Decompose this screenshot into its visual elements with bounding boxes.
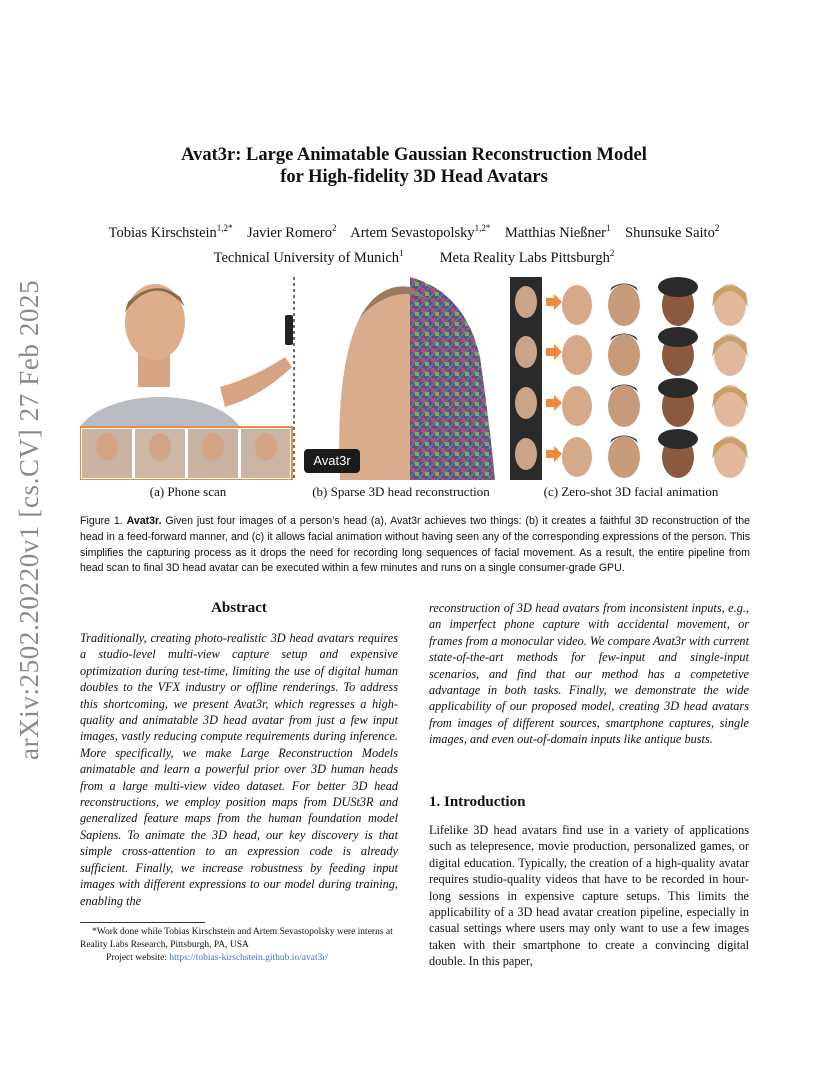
project-website-line bbox=[80, 952, 400, 965]
affiliation: Meta Reality Labs Pittsburgh$^2$ bbox=[439, 247, 615, 266]
footnote bbox=[80, 926, 400, 965]
author-block bbox=[0, 218, 828, 268]
figure-panel-animation-grid bbox=[510, 277, 752, 480]
abstract-heading: Abstract bbox=[211, 600, 267, 616]
subcaption-a: (a) Phone scan bbox=[149, 484, 227, 499]
introduction-heading: 1. Introduction bbox=[429, 794, 526, 810]
paper-title bbox=[0, 144, 828, 188]
author-list bbox=[0, 218, 828, 243]
footnote-text: *Work done while Tobias Kirschstein and Artem Sevastopolsky were interns at Reality Labs Research, Pittsburgh, PA, USA bbox=[80, 927, 393, 950]
author: Shunsuke Saito$^2$ bbox=[625, 223, 720, 241]
affiliation-list bbox=[0, 243, 828, 268]
author: Javier Romero$^2$ bbox=[247, 223, 337, 241]
abstract-body: Traditionally, creating photo-realistic 3D head avatars requires a studio-level multi-view capture setup and expensive optimization during test-time, limiting the use of digital human doubles to the VFX industry or offline renderings. To address this shortcoming, we present Avat3r, which regresses a high-quality and animatable 3D head avatar from just a few input images, vastly reducing compute requirements during inference. More specifically, we make Large Reconstruction Models animatable and learn a powerful prior over 3D human heads from a large multi-view video dataset. For better 3D head reconstructions, we employ position maps from DUSt3R and generalized feature maps from the human foundation model Sapiens. To animate the 3D head, our key discovery is that simple cross-attention to an expression code is already sufficient. Finally, we increase robustness by feeding input images with different expressions to our model during training, enabling the bbox=[80, 631, 398, 908]
author: Tobias Kirschstein$^{1,2*}$ bbox=[108, 223, 233, 241]
title-line-2: for High-fidelity 3D Head Avatars bbox=[280, 167, 548, 187]
project-website-label: Project website: bbox=[106, 953, 167, 963]
phone-scan-illustration bbox=[80, 277, 296, 480]
arxiv-identifier: arXiv:2502.20220v1 [cs.CV] 27 Feb 2025 bbox=[14, 279, 44, 760]
caption-bold: Avat3r. bbox=[126, 515, 162, 527]
subcaption-c: (c) Zero-shot 3D facial animation bbox=[543, 484, 719, 499]
figure-panel-reconstruction bbox=[300, 277, 500, 480]
caption-text: Given just four images of a person’s head (a), Avat3r achieves two things: (b) it creates a faithful 3D reconstruction of the head in a feed-forward manner, and (c) it allows facial animation without having seen any of the corresponding expressions of the person. This simplifies the capturing process as it drops the need for recording long sequences of facial movement. As a result, the entire pipeline from head scan to final 3D head avatar can be executed within a few minutes and runs on a single consumer-grade GPU. bbox=[80, 515, 750, 575]
author: Artem Sevastopolsky$^{1,2*}$ bbox=[350, 223, 491, 241]
affiliation: Technical University of Munich$^1$ bbox=[213, 247, 404, 266]
project-website-link[interactable]: https://tobias-kirschstein.github.io/avat3r/ bbox=[169, 953, 329, 963]
figure-caption bbox=[80, 514, 750, 577]
figure-panel-phone-scan bbox=[80, 277, 296, 480]
introduction-body: Lifelike 3D head avatars find use in a variety of applications such as telepresence, movie production, personalized games, or digital education. Typically, the creation of a high-quality avatar requires studio-quality videos that have to be recorded in hour-long sessions in expensive capture setups. This limits the applicability of a 3D head avatar creation pipeline, especially in casual settings where users may only want to use a few images taken with their smartphone to create a convincing digital double. In this paper, bbox=[429, 823, 749, 969]
avat3r-badge: Avat3r bbox=[313, 453, 351, 468]
caption-label: Figure 1. bbox=[80, 515, 123, 527]
subcaption-b: (b) Sparse 3D head reconstruction bbox=[312, 484, 490, 499]
author: Matthias Nießner$^1$ bbox=[504, 223, 611, 241]
animation-grid-illustration bbox=[510, 277, 752, 480]
abstract-continued: reconstruction of 3D head avatars from inconsistent inputs, e.g., an imperfect phone capture with accidental movement, or frames from a monocular video. We compare Avat3r with current state-of-the-art methods for few-input and single-input scenarios, and find that our method has a competetive advantage in both tasks. Finally, we demonstrate the wide applicability of our proposed model, creating 3D head avatars from images of different sources, smartphone captures, single images, and even out-of-domain inputs like antique busts. bbox=[429, 601, 749, 747]
footnote-rule bbox=[80, 922, 205, 923]
title-line-1: Avat3r: Large Animatable Gaussian Reconstruction Model bbox=[181, 145, 647, 165]
